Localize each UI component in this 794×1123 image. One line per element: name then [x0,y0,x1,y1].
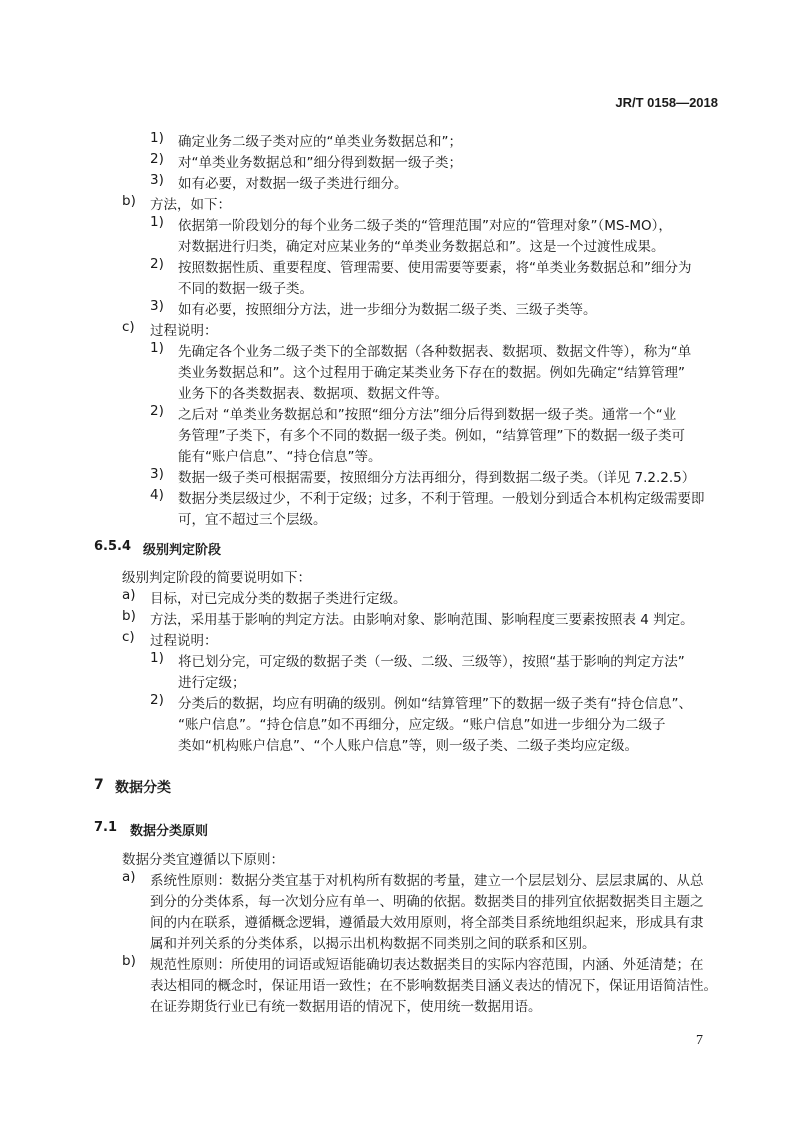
list-text: 确定业务二级子类对应的“单类业务数据总和”； [178,134,462,150]
list-text: 业务下的各类数据表、数据项、数据文件等。 [178,386,448,402]
list-text: 方法，采用基于影响的判定方法。由影响对象、影响范围、影响程度三要素按照表 4 判定。 [150,612,694,628]
list-label: 3) [150,172,164,188]
list-title: 方法，如下： [150,197,231,213]
list-text: 数据分类层级过少，不利于定级；过多，不利于管理。一般划分到适合本机构定级需要即 [178,491,705,507]
list-label: 3) [150,298,164,314]
list-label: 2) [150,692,164,708]
list-label: 1) [150,130,164,146]
list-text: 先确定各个业务二级子类下的全部数据（各种数据表、数据项、数据文件等），称为“单 [178,344,692,360]
list-label: 2) [150,256,164,272]
chapter-number: 7 [94,777,104,793]
list-label: 1) [150,214,164,230]
list-text: 如有必要，按照细分方法，进一步细分为数据二级子类、三级子类等。 [178,302,597,318]
list-label: c) [122,629,135,645]
list-text: 将已划分完，可定级的数据子类（一级、二级、三级等），按照“基于影响的判定方法” [178,654,685,670]
list-label: 2) [150,151,164,167]
page-number: 7 [696,1033,703,1048]
section-number: 6.5.4 [94,539,132,554]
list-text: 可，宜不超过三个层级。 [178,512,327,528]
list-text: 务管理”子类下，有多个不同的数据一级子类。例如，“结算管理”下的数据一级子类可 [178,428,685,444]
list-text: 进行定级； [178,675,246,691]
list-text: 类如“机构账户信息”、“个人账户信息”等，则一级子类、二级子类均应定级。 [178,738,638,754]
chapter-title: 数据分类 [115,780,171,796]
list-text: 对数据进行归类，确定对应某业务的“单类业务数据总和”。这是一个过渡性成果。 [178,239,665,255]
list-label: 4) [150,487,164,503]
list-label: b) [122,608,136,624]
list-text: 到分的分类体系，每一次划分应有单一、明确的依据。数据类目的排列宜依据数据类目主题之 [150,894,704,910]
list-text: 如有必要，对数据一级子类进行细分。 [178,176,408,192]
section-title: 级别判定阶段 [143,543,222,558]
list-text: 类业务数据总和”。这个过程用于确定某类业务下存在的数据。例如先确定“结算管理” [178,365,685,381]
section-intro: 级别判定阶段的简要说明如下： [122,570,311,586]
list-text: 系统性原则：数据分类宜基于对机构所有数据的考量，建立一个层层划分、层层隶属的、从总 [150,873,704,889]
list-text: 过程说明： [150,633,218,649]
list-label: a) [122,869,136,885]
list-label: 3) [150,466,164,482]
list-text: 按照数据性质、重要程度、管理需要、使用需要等要素，将“单类业务数据总和”细分为 [178,260,692,276]
list-label: b) [122,953,136,969]
list-text: “账户信息”。“持仓信息”如不再细分，应定级。“账户信息”如进一步细分为二级子 [178,717,666,733]
list-label: a) [122,587,136,603]
section-intro: 数据分类宜遵循以下原则： [122,852,284,868]
list-text: 对“单类业务数据总和”细分得到数据一级子类； [178,155,462,171]
list-text: 数据一级子类可根据需要，按照细分方法再细分，得到数据二级子类。（详见 7.2.2.5） [178,470,696,486]
list-text: 在证券期货行业已有统一数据用语的情况下，使用统一数据用语。 [150,999,542,1015]
list-text: 依据第一阶段划分的每个业务二级子类的“管理范围”对应的“管理对象”（MS-MO）， [178,218,672,234]
list-text: 属和并列关系的分类体系，以揭示出机构数据不同类别之间的联系和区别。 [150,936,596,952]
list-title: 过程说明： [150,323,218,339]
section-title: 数据分类原则 [130,824,209,839]
list-text: 之后对 “单类业务数据总和”按照“细分方法”细分后得到数据一级子类。通常一个“业 [178,407,677,423]
list-label: b) [122,193,136,209]
list-text: 间的内在联系，遵循概念逻辑，遵循最大效用原则，将全部类目系统地组织起来，形成具有隶 [150,915,704,931]
standard-number: JR/T 0158—2018 [615,95,718,110]
list-text: 能有“账户信息”、“持仓信息”等。 [178,449,382,465]
list-text: 规范性原则：所使用的词语或短语能确切表达数据类目的实际内容范围，内涵、外延清楚；在 [150,957,704,973]
list-label: 2) [150,403,164,419]
list-text: 分类后的数据，均应有明确的级别。例如“结算管理”下的数据一级子类有“持仓信息”、 [178,696,692,712]
list-text: 目标，对已完成分类的数据子类进行定级。 [150,591,407,607]
list-text: 表达相同的概念时，保证用语一致性；在不影响数据类目涵义表达的情况下，保证用语简洁性。 [150,978,717,994]
list-label: 1) [150,340,164,356]
list-label: 1) [150,650,164,666]
list-text: 不同的数据一级子类。 [178,281,313,297]
list-label: c) [122,319,135,335]
section-number: 7.1 [94,820,118,835]
